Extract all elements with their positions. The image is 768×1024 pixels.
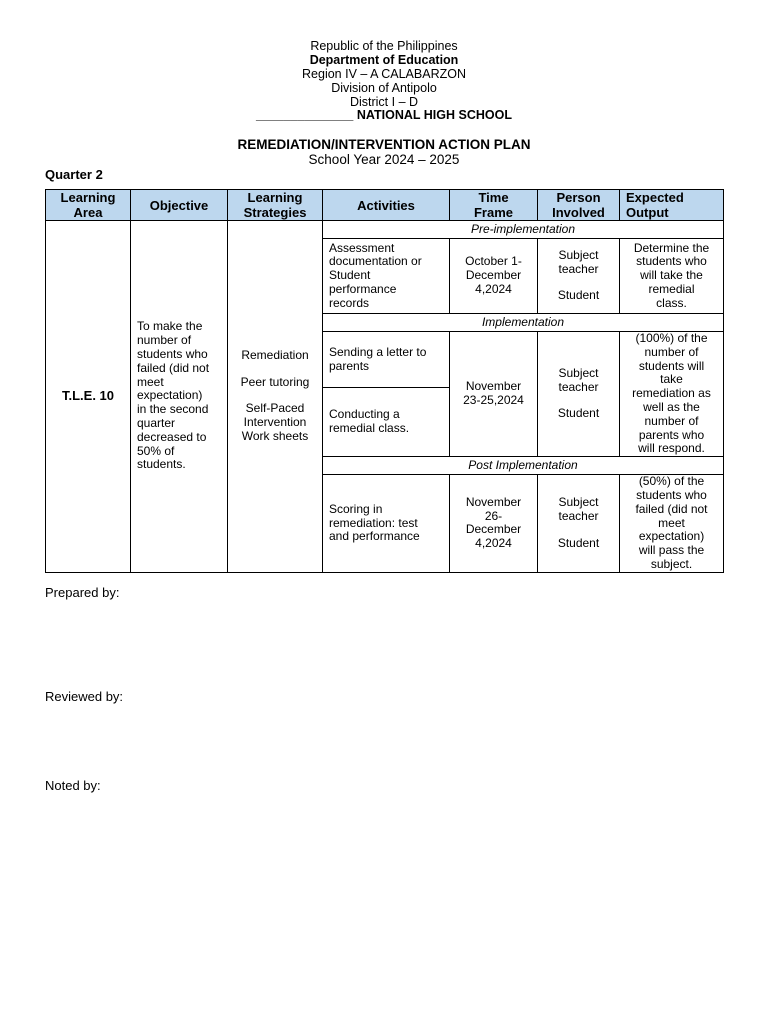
col-header-strategies: Learning Strategies <box>228 190 323 221</box>
school-name-blank: ______________ <box>256 108 354 122</box>
header-department: Department of Education <box>309 53 459 67</box>
col-header-learning-area: Learning Area <box>46 190 131 221</box>
col-header-activities: Activities <box>323 190 450 221</box>
col-header-person-involved: Person Involved <box>538 190 620 221</box>
impl-person-cell: Subject teacher Student <box>538 332 620 457</box>
impl-time-frame-cell: November 23-25,2024 <box>450 332 538 457</box>
col-header-time-frame: Time Frame <box>450 190 538 221</box>
header-republic: Republic of the Philippines <box>310 39 458 53</box>
phase-pre-implementation: Pre-implementation <box>323 221 724 239</box>
table-row <box>46 221 724 239</box>
strategies-cell <box>228 221 323 573</box>
quarter-label: Quarter 2 <box>45 167 103 182</box>
page-title: REMEDIATION/INTERVENTION ACTION PLAN <box>237 137 531 152</box>
reviewed-by-label: Reviewed by: <box>45 689 124 704</box>
impl-activity-remedial-cell: Conducting a remedial class. <box>323 388 450 457</box>
prepared-by-label: Prepared by: <box>45 585 120 600</box>
pre-time-frame-cell: October 1- December 4,2024 <box>450 239 538 314</box>
pre-output-cell: Determine the students who will take the remedial class. <box>620 239 724 314</box>
table-header-row <box>46 190 724 221</box>
col-header-expected-output: Expected Output <box>620 190 724 221</box>
pre-activity-cell: Assessment documentation or Student performance records <box>323 239 450 314</box>
noted-by-label: Noted by: <box>45 778 101 793</box>
phase-post-implementation: Post Implementation <box>323 457 724 475</box>
post-person-cell: Subject teacher Student <box>538 475 620 573</box>
header-region: Region IV – A CALABARZON <box>302 67 466 81</box>
header-division: Division of Antipolo <box>331 81 437 95</box>
strategy-peer-tutoring: Peer tutoring <box>240 374 310 389</box>
school-year: School Year 2024 – 2025 <box>308 152 460 167</box>
impl-output-cell: (100%) of the number of students will take remediation as well as the number of parents who will respond. <box>620 332 724 457</box>
header-district: District I – D <box>349 95 419 109</box>
impl-activity-letter-cell: Sending a letter to parents <box>323 332 450 388</box>
post-time-frame-cell: November 26- December 4,2024 <box>450 475 538 573</box>
post-activity-cell: Scoring in remediation: test and performance <box>323 475 450 573</box>
learning-area-cell: T.L.E. 10 <box>46 221 131 573</box>
pre-person-cell: Subject teacher Student <box>538 239 620 314</box>
col-header-objective: Objective <box>131 190 228 221</box>
phase-implementation: Implementation <box>323 314 724 332</box>
school-name: NATIONAL HIGH SCHOOL <box>356 108 512 122</box>
strategy-remediation: Remediation <box>241 347 309 362</box>
strategy-self-paced: Self-Paced Intervention Work sheets <box>241 401 309 444</box>
objective-cell: To make the number of students who failed (did not meet expectation) in the second quarter decreased to 50% of students. <box>131 221 228 573</box>
action-plan-table <box>45 189 724 573</box>
header-school <box>0 108 768 122</box>
post-output-cell: (50%) of the students who failed (did not meet expectation) will pass the subject. <box>620 475 724 573</box>
